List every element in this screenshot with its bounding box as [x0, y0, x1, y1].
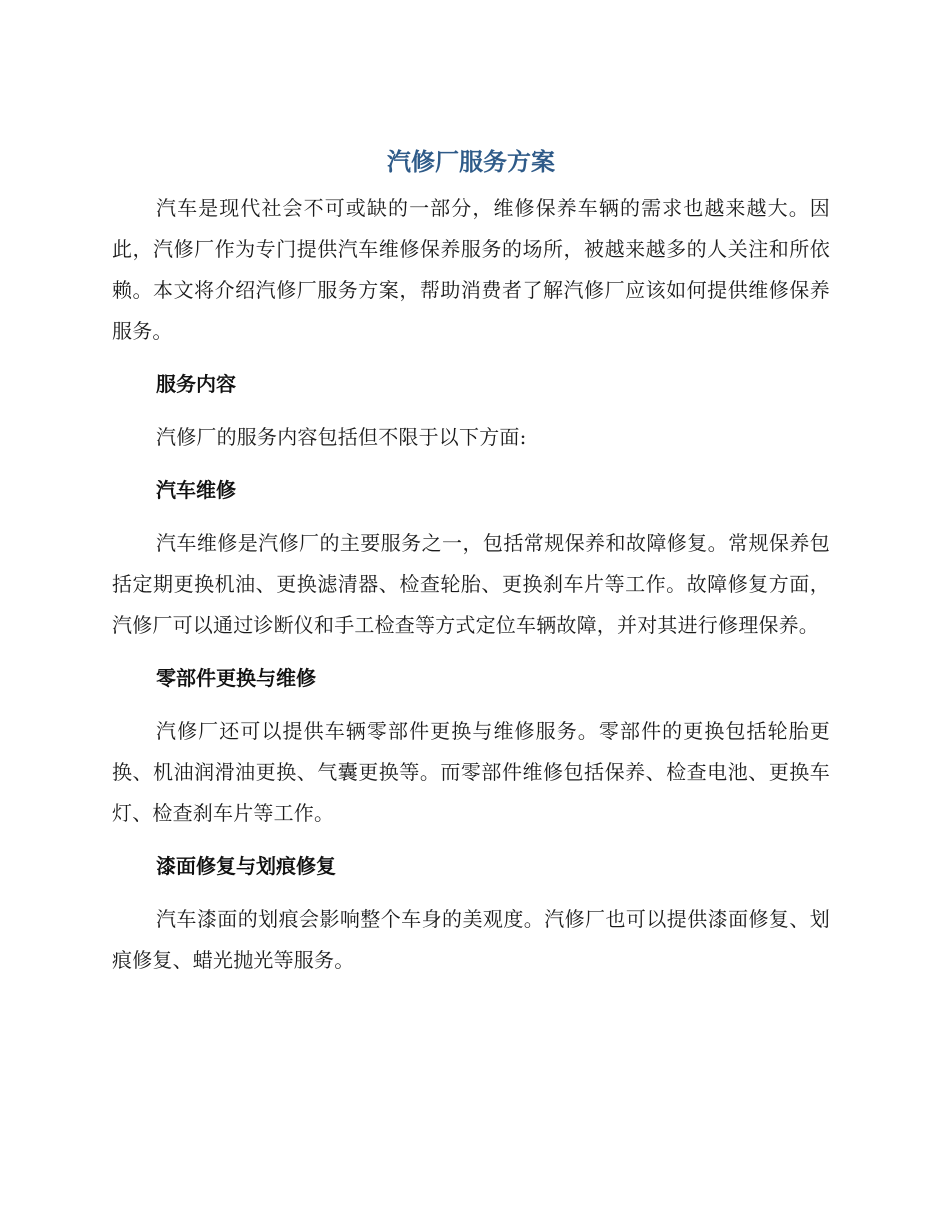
- section-heading-service-content: 服务内容: [156, 372, 236, 396]
- section-heading-paint: 漆面修复与划痕修复: [156, 854, 336, 878]
- section-body-car-repair: 汽车维修是汽修厂的主要服务之一，包括常规保养和故障修复。常规保养包括定期更换机油、更换滤清器、检查轮胎、更换刹车片等工作。故障修复方面，汽修厂可以通过诊断仪和手工检查等方式定位车辆故障，并对其进行修理保养。: [112, 531, 830, 637]
- intro-paragraph: 汽车是现代社会不可或缺的一部分，维修保养车辆的需求也越来越大。因此，汽修厂作为专门提供汽车维修保养服务的场所，被越来越多的人关注和所依赖。本文将介绍汽修厂服务方案，帮助消费者了解汽修厂应该如何提供维修保养服务。: [112, 196, 830, 343]
- document-title: 汽修厂服务方案: [387, 148, 555, 176]
- section-body-paint: 汽车漆面的划痕会影响整个车身的美观度。汽修厂也可以提供漆面修复、划痕修复、蜡光抛光等服务。: [112, 907, 830, 972]
- section-heading-car-repair: 汽车维修: [156, 478, 236, 502]
- section-body-service-content: 汽修厂的服务内容包括但不限于以下方面:: [156, 425, 527, 449]
- section-heading-parts: 零部件更换与维修: [156, 666, 316, 690]
- section-body-parts: 汽修厂还可以提供车辆零部件更换与维修服务。零部件的更换包括轮胎更换、机油润滑油更换、气囊更换等。而零部件维修包括保养、检查电池、更换车灯、检查刹车片等工作。: [112, 719, 830, 825]
